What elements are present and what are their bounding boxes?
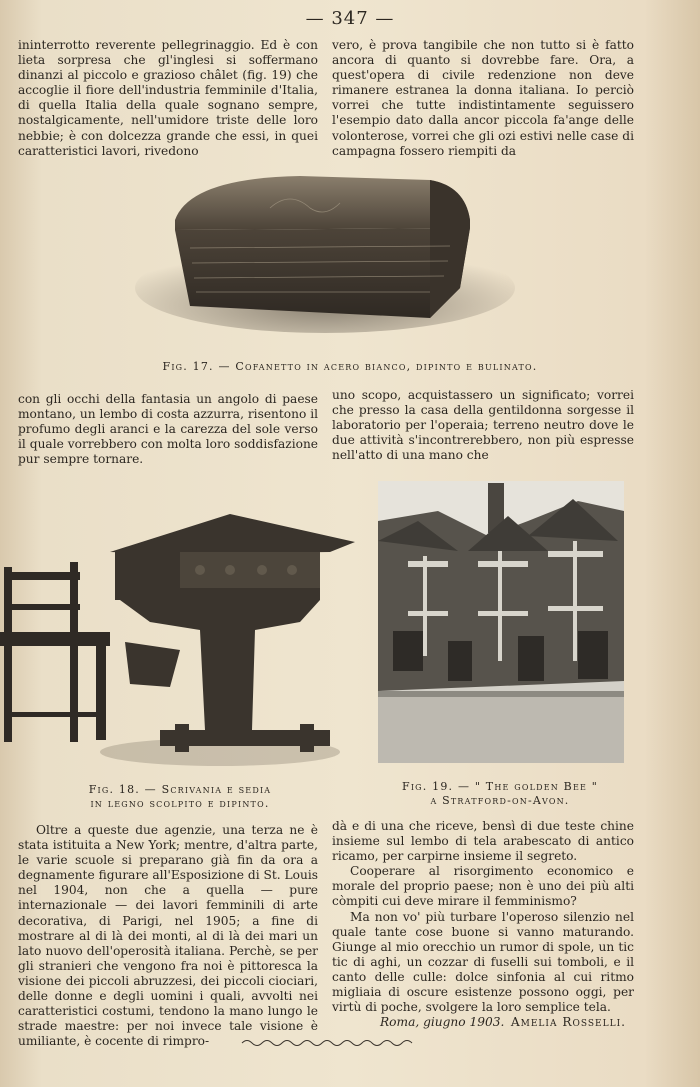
fig18-desk-chair-image [0, 512, 360, 780]
fig19-caption-line2: a Stratford-on-Avon. [430, 794, 570, 807]
top-right-paragraph [332, 38, 634, 160]
fig18-caption [30, 783, 330, 811]
fig17-casket-image [130, 168, 510, 340]
fig17-caption: Fig. 17. — Cofanetto in acero bianco, dipinto e bulinato. [162, 360, 538, 373]
top-left-text: ininterrotto reverente pellegrinaggio. Ed è con lieta sorpresa che gl'inglesi si soffermano dinanzi al piccolo e grazioso châlet (fig. 19) che accoglie il fiore dell'industria femminile d'Italia, di quella Italia della quale sognano sempre, nostalgicamente, nell'umidore triste delle loro nebbie; è con dolcezza grande che essi, in quei caratteristici lavori, rivedono [18, 38, 318, 158]
fig18-caption-line1: Fig. 18. — Scrivania e sedia [88, 783, 272, 796]
middle-left-text: con gli occhi della fantasia un angolo di paese montano, un lembo di costa azzurra, risentono il profumo degli aranci e la carezza del sole verso il quale vorrebbero con molta loro soddisfazione pur sempre tornare. [18, 392, 318, 467]
author-signature: Amelia Rosselli. [510, 1015, 626, 1030]
bottom-right-text-3: Ma non vo' più turbare l'operoso silenzio nel quale tante cose buone si vanno maturando. Giunge al mio orecchio un rumor di spole, un tic tic di aghi, un cozzar di fuselli sui tomboli, e il canto delle culle: dolce sinfonia al cui ritmo migliaia di oscure esistenze possono oggi, per virtù di poche, svolgere la loro semplice tela. [332, 909, 634, 1015]
middle-left-paragraph [18, 392, 318, 470]
page-number: — 347 — [305, 8, 395, 29]
bottom-left-paragraph [18, 823, 318, 1049]
fig19-caption [370, 780, 630, 808]
bottom-right-text-2: Cooperare al risorgimento economico e morale del proprio paese; non è uno dei più alti còmpiti cui deve mirare il femminismo? [332, 864, 634, 909]
fig18-caption-line2: in legno scolpito e dipinto. [90, 797, 270, 810]
bottom-right-text-1: dà e di una che riceve, bensì di due teste chine insieme sul lembo di tela arabescato di antico ricamo, per carpirne insieme il segreto. [332, 819, 634, 864]
ornamental-rule [242, 1038, 412, 1048]
middle-right-paragraph [332, 388, 634, 466]
middle-right-text: uno scopo, acquistassero un significato; vorrei che presso la casa della gentildonna sorgesse il laboratorio per l'operaia; terreno neutro dove le due attività s'incontrerebbero, non più espresse nell'atto di una mano che [332, 388, 634, 463]
bottom-right-column [332, 819, 634, 1039]
bottom-left-text: Oltre a queste due agenzie, una terza ne è stata istituita a New York; mentre, d'altra parte, le varie scuole si preparano già fin da ora a degnamente figurare all'Esposizione di St. Louis nel 1904, non che a quella — pure internazionale — dei lavori femminili di arte decorativa, di Parigi, nel 1905; a fine di mostrare al di là dei monti, al di là dei mari un lato nuovo dell'operosità italiana. Perchè, se per gli stranieri che vengono fra noi è pittoresca la visione dei piccoli abruzzesi, dei piccoli ciociari, delle donne e degli uomini i quali, avvolti nei caratteristici costumi, tendono la mano lungo le strade maestre: per noi invece tale visione è umiliante, è cocente di rimpro- [18, 823, 318, 1049]
place-date: Roma, giugno 1903. [380, 1015, 505, 1030]
fig19-golden-bee-photo [378, 481, 624, 763]
fig19-caption-line1: Fig. 19. — " The golden Bee " [401, 780, 598, 793]
top-right-text: vero, è prova tangibile che non tutto si è fatto ancora di quanto si dovrebbe fare. Ora, a quest'opera di civile redenzione non deve rimanere estranea la donna italiana. Io perciò vorrei che tutte indistintamente seguissero l'esempio dato dalla ancor piccola fa'ange delle volonterose, vorrei che gli ozi estivi nelle case di campagna fossero riempiti da [332, 38, 634, 158]
top-left-paragraph [18, 38, 318, 160]
signature-block [332, 1015, 634, 1030]
